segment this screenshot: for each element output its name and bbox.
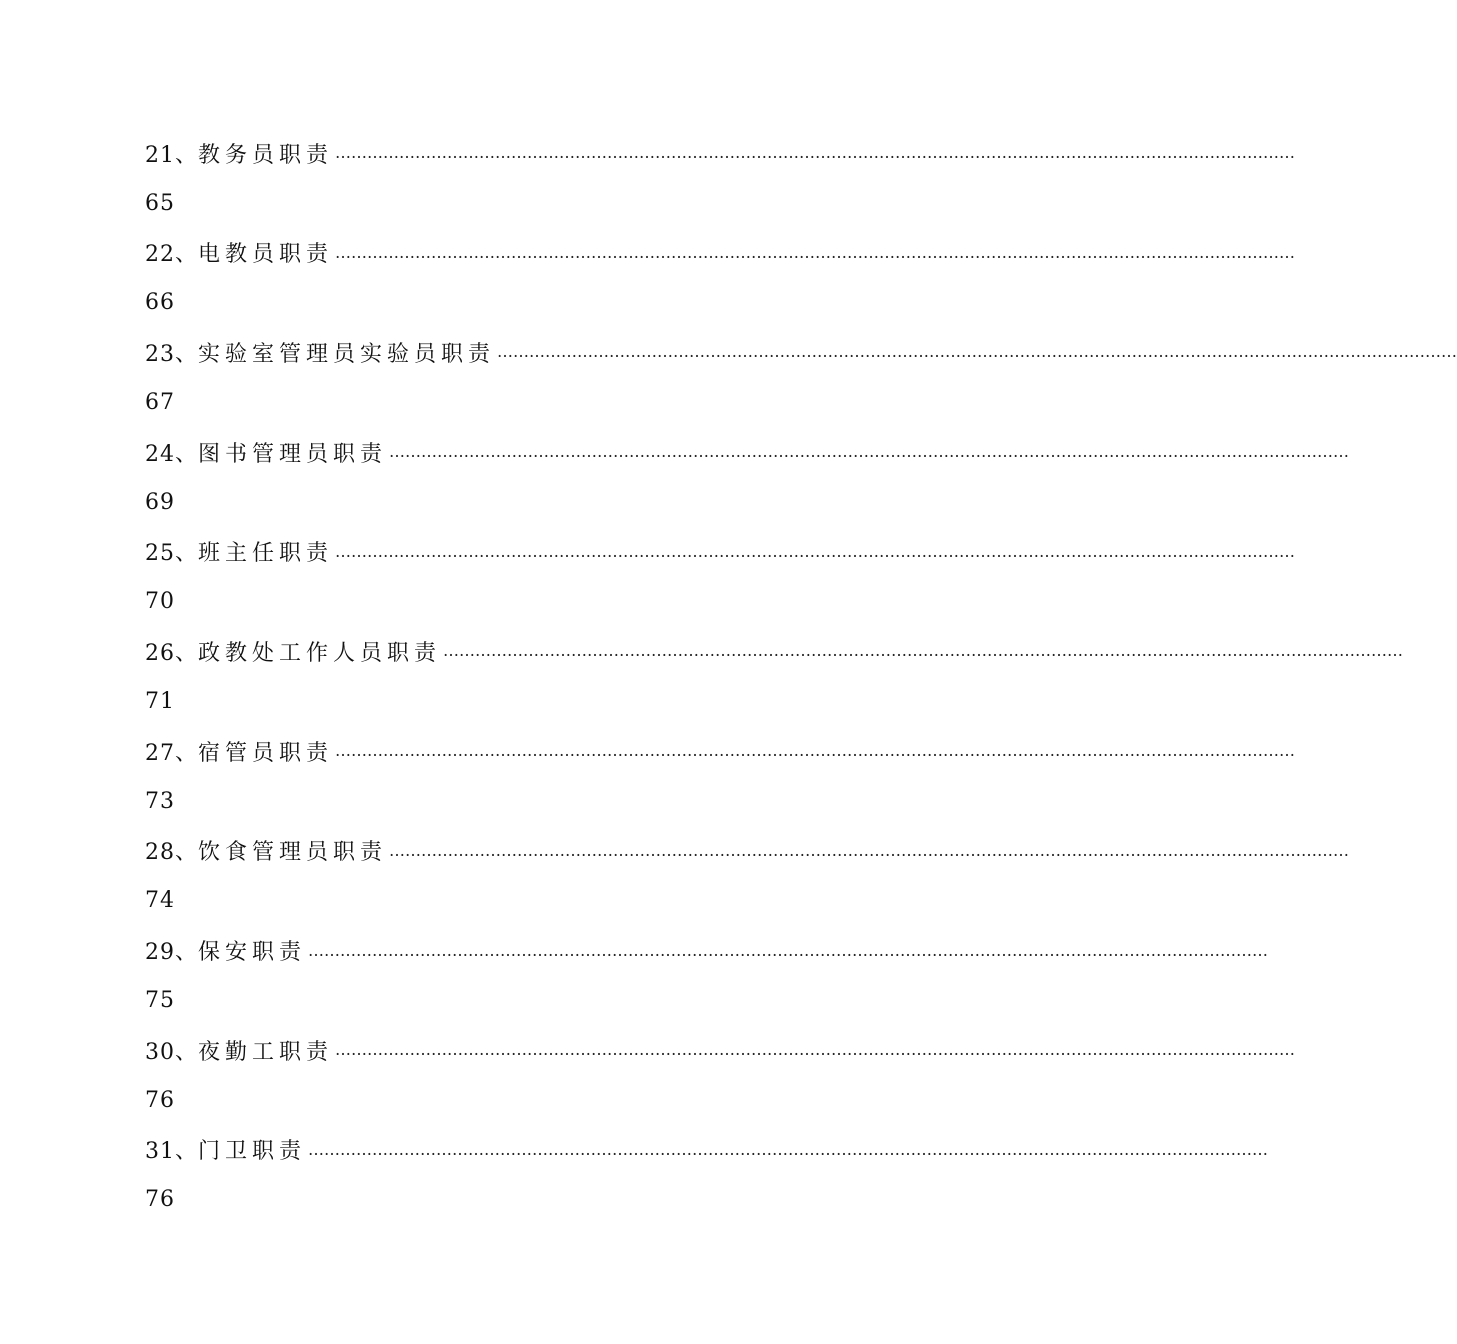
toc-entry-number: 21、 xyxy=(145,142,198,168)
toc-entry-title[interactable]: 教务员职责 xyxy=(198,142,334,168)
toc-entry-title[interactable]: 保安职责 xyxy=(198,940,307,965)
toc-entry-title[interactable]: 宿管员职责 xyxy=(198,740,334,766)
toc-entry-title[interactable]: 班主任职责 xyxy=(198,541,334,567)
toc-entry-title[interactable]: 电教员职责 xyxy=(198,242,334,268)
toc-entry-page[interactable]: 66 xyxy=(145,290,175,316)
table-of-contents xyxy=(145,128,1457,1225)
toc-leader-dots: ……………………………………………………………………………………………………………………………………………………………… xyxy=(497,342,1457,362)
toc-entry[interactable] xyxy=(145,1025,1296,1125)
toc-entry-page[interactable]: 73 xyxy=(145,788,175,814)
toc-entry-number: 23、 xyxy=(145,341,198,367)
toc-entry-page[interactable]: 70 xyxy=(145,589,175,615)
toc-entry[interactable] xyxy=(145,228,1296,328)
toc-entry-line[interactable] xyxy=(145,926,1269,976)
toc-entry-title[interactable]: 门卫职责 xyxy=(198,1139,307,1165)
toc-entry-page[interactable]: 76 xyxy=(145,1187,175,1213)
toc-leader-dots: ……………………………………………………………………………………………………………………………………………………………… xyxy=(443,641,1404,661)
toc-entry-page[interactable]: 69 xyxy=(145,489,175,515)
toc-entry-line[interactable] xyxy=(145,626,1404,676)
toc-leader-dots: ……………………………………………………………………………………………………………………………………………………………… xyxy=(335,242,1296,262)
toc-entry-number: 26、 xyxy=(145,640,198,666)
toc-entry-page[interactable]: 65 xyxy=(145,190,175,216)
toc-entry-number: 29、 xyxy=(145,940,198,965)
toc-entry-page[interactable]: 75 xyxy=(145,988,175,1013)
toc-entry-number: 30、 xyxy=(145,1039,198,1065)
toc-entry[interactable] xyxy=(145,826,1350,926)
toc-entry-title[interactable]: 饮食管理员职责 xyxy=(198,840,388,866)
toc-entry-line[interactable] xyxy=(145,228,1296,278)
toc-leader-dots: ……………………………………………………………………………………………………………………………………………………………… xyxy=(389,442,1350,462)
toc-entry[interactable] xyxy=(145,926,1269,1026)
toc-entry-page[interactable]: 67 xyxy=(145,389,175,415)
toc-entry-page[interactable]: 74 xyxy=(145,888,175,914)
toc-entry-number: 28、 xyxy=(145,840,198,866)
toc-entry-page[interactable]: 71 xyxy=(145,688,175,714)
toc-entry[interactable] xyxy=(145,1125,1269,1225)
toc-entry-number: 31、 xyxy=(145,1139,198,1165)
toc-leader-dots: ……………………………………………………………………………………………………………………………………………………………… xyxy=(335,1040,1296,1060)
toc-entry-title[interactable]: 政教处工作人员职责 xyxy=(198,640,442,666)
toc-entry-line[interactable] xyxy=(145,427,1350,477)
toc-entry-line[interactable] xyxy=(145,327,1457,377)
toc-leader-dots: ……………………………………………………………………………………………………………………………………………………………… xyxy=(335,541,1296,561)
toc-leader-dots: ……………………………………………………………………………………………………………………………………………………………… xyxy=(308,940,1269,960)
toc-entry-line[interactable] xyxy=(145,1125,1269,1175)
toc-entry[interactable] xyxy=(145,626,1404,726)
toc-entry-line[interactable] xyxy=(145,1025,1296,1075)
toc-entry[interactable] xyxy=(145,128,1296,228)
toc-entry-number: 24、 xyxy=(145,441,198,467)
toc-entry-line[interactable] xyxy=(145,527,1296,577)
toc-entry[interactable] xyxy=(145,527,1296,627)
toc-entry-line[interactable] xyxy=(145,128,1296,178)
toc-entry-line[interactable] xyxy=(145,826,1350,876)
toc-entry-number: 22、 xyxy=(145,242,198,268)
toc-entry-page[interactable]: 76 xyxy=(145,1087,175,1113)
toc-entry[interactable] xyxy=(145,427,1350,527)
toc-entry-number: 27、 xyxy=(145,740,198,766)
toc-entry-title[interactable]: 图书管理员职责 xyxy=(198,441,388,467)
toc-entry[interactable] xyxy=(145,327,1457,427)
toc-entry[interactable] xyxy=(145,726,1296,826)
toc-leader-dots: ……………………………………………………………………………………………………………………………………………………………… xyxy=(335,143,1296,162)
toc-entry-number: 25、 xyxy=(145,541,198,567)
toc-entry-title[interactable]: 实验室管理员实验员职责 xyxy=(198,341,496,367)
toc-entry-line[interactable] xyxy=(145,726,1296,776)
toc-leader-dots: ……………………………………………………………………………………………………………………………………………………………… xyxy=(389,840,1350,860)
toc-leader-dots: ……………………………………………………………………………………………………………………………………………………………… xyxy=(335,741,1296,761)
toc-entry-title[interactable]: 夜勤工职责 xyxy=(198,1039,334,1065)
toc-leader-dots: ……………………………………………………………………………………………………………………………………………………………… xyxy=(308,1139,1269,1159)
